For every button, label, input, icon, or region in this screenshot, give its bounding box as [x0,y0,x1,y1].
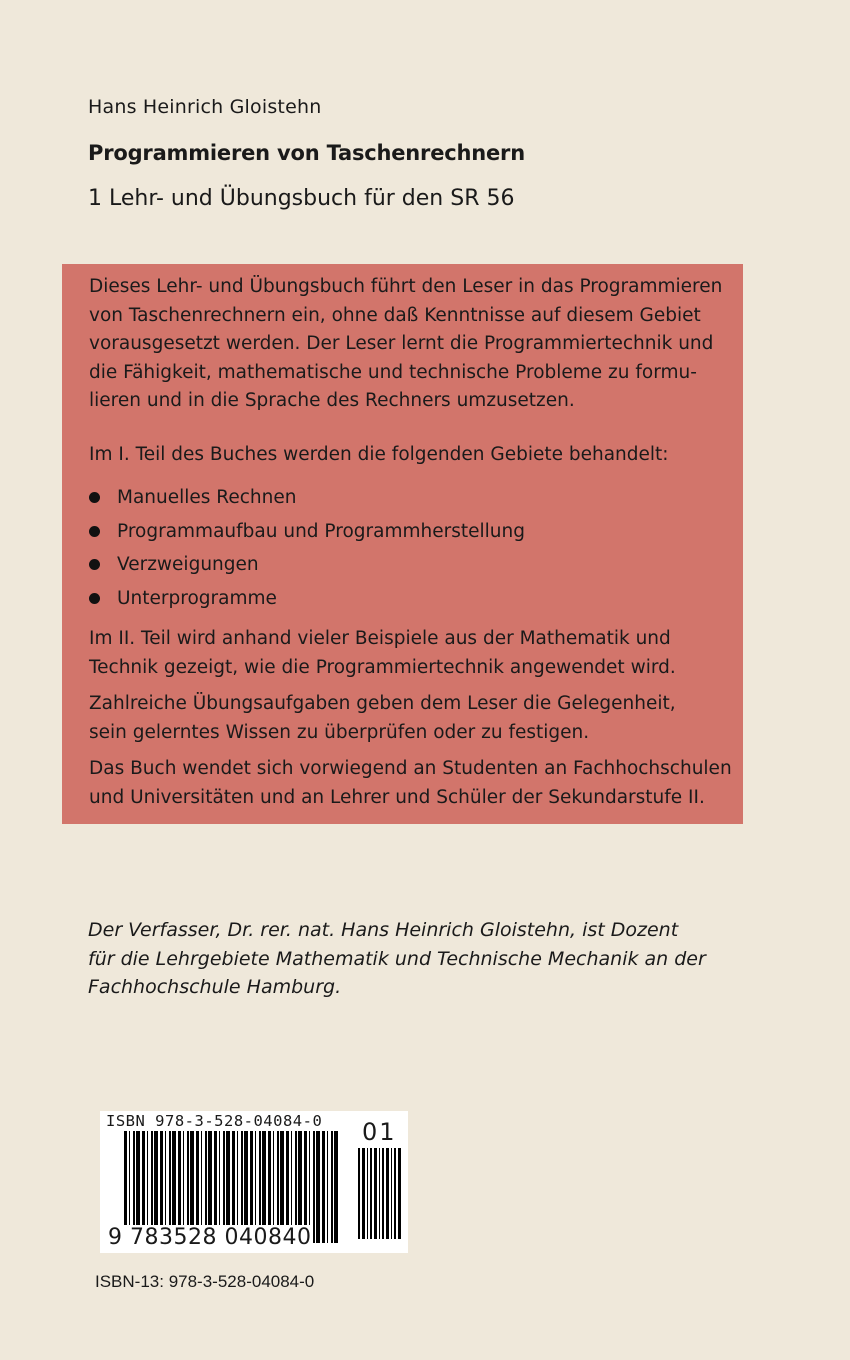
topic-label: Unterprogramme [117,587,277,609]
book-subtitle: 1 Lehr- und Übungsbuch für den SR 56 [88,186,515,211]
topic-item [89,481,739,515]
intro-line: von Taschenrechnern ein, ohne daß Kenntnisse auf diesem Gebiet [89,304,701,326]
audience-paragraph [89,755,739,812]
about-author [88,916,788,1002]
part1-intro: Im I. Teil des Buches werden die folgenden Gebiete behandelt: [89,443,669,465]
audience-line: und Universitäten und an Lehrer und Schüler der Sekundarstufe II. [89,786,705,808]
about-line: Fachhochschule Hamburg. [88,976,342,998]
topic-list [89,481,739,615]
exercises-line: Zahlreiche Übungsaufgaben geben dem Leser die Gelegenheit, [89,693,676,714]
book-title: Programmieren von Taschenrechnern [88,141,525,165]
audience-line: Das Buch wendet sich vorwiegend an Studenten an Fachhochschulen [89,758,732,779]
isbn13-label: ISBN-13: 978-3-528-04084-0 [95,1272,315,1291]
topic-label: Verzweigungen [117,554,259,575]
topic-item [89,582,739,616]
barcode-addon-digits: 01 [362,1118,397,1146]
about-line: für die Lehrgebiete Mathematik und Technische Mechanik an der [88,947,706,970]
description-panel [62,264,743,824]
part2-paragraph [89,625,739,682]
about-line: Der Verfasser, Dr. rer. nat. Hans Heinrich Gloistehn, ist Dozent [88,919,679,941]
part2-line: Technik gezeigt, wie die Programmiertechnik angewendet wird. [89,656,676,678]
bullet-icon [89,492,100,503]
intro-line: vorausgesetzt werden. Der Leser lernt die Programmiertechnik und [89,333,714,354]
bullet-icon [89,559,100,570]
barcode-isbn-label: ISBN 978-3-528-04084-0 [106,1112,323,1130]
barcode-addon-bars [358,1148,402,1239]
bullet-icon [89,593,100,604]
intro-line: lieren und in die Sprache des Rechners umzusetzen. [89,390,575,411]
topic-item [89,548,739,582]
bullet-icon [89,526,100,537]
topic-label: Manuelles Rechnen [117,487,297,508]
intro-line: die Fähigkeit, mathematische und technische Probleme zu formu- [89,361,697,383]
topic-label: Programmaufbau und Programmherstellung [117,520,525,542]
intro-line: Dieses Lehr- und Übungsbuch führt den Leser in das Programmieren [89,276,723,297]
intro-paragraph [89,273,739,416]
part2-line: Im II. Teil wird anhand vieler Beispiele aus der Mathematik und [89,628,671,649]
barcode-digits: 9 783528 040840 [108,1225,312,1250]
exercises-line: sein gelerntes Wissen zu überprüfen oder zu festigen. [89,721,590,743]
description-text [89,273,739,812]
barcode [100,1111,408,1253]
topic-item [89,515,739,549]
exercises-paragraph [89,690,739,747]
author-name: Hans Heinrich Gloistehn [88,96,322,118]
